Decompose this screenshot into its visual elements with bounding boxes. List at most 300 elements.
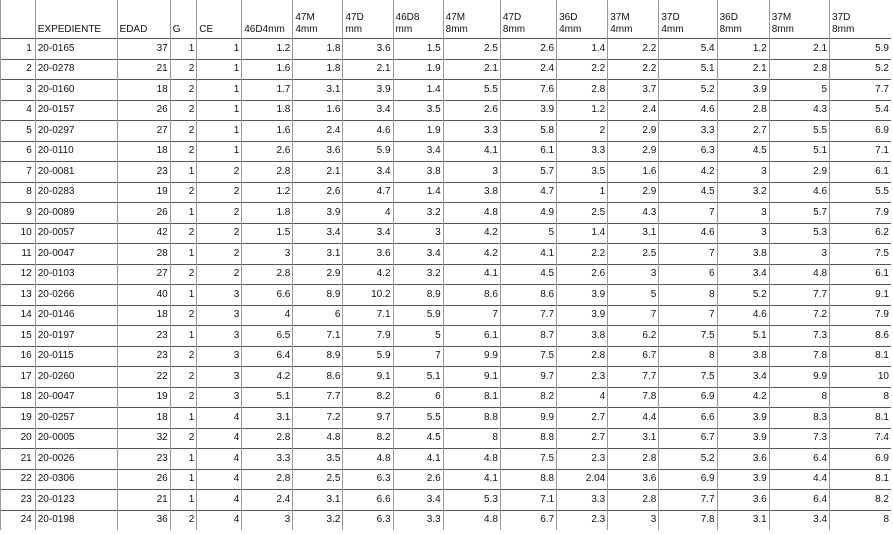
table-cell: 7 bbox=[608, 305, 659, 326]
table-cell: 2.1 bbox=[343, 59, 393, 80]
table-cell: 8.6 bbox=[443, 285, 500, 306]
table-cell: 5.2 bbox=[830, 59, 891, 80]
table-cell: 2.1 bbox=[769, 39, 829, 60]
table-cell: 3.6 bbox=[293, 141, 343, 162]
table-cell: 32 bbox=[117, 428, 170, 449]
table-cell: 5.9 bbox=[393, 305, 443, 326]
table-cell: 3.3 bbox=[659, 121, 717, 142]
table-cell: 3.9 bbox=[717, 80, 769, 101]
table-cell: 5.5 bbox=[393, 408, 443, 429]
table-row bbox=[1, 449, 892, 470]
row-number: 23 bbox=[1, 490, 36, 511]
table-cell: 2.3 bbox=[557, 367, 608, 388]
table-cell: 4.3 bbox=[769, 100, 829, 121]
table-cell: 1.6 bbox=[242, 59, 293, 80]
table-cell: 4.6 bbox=[659, 223, 717, 244]
table-cell: 7.1 bbox=[830, 141, 891, 162]
table-cell: 7 bbox=[393, 346, 443, 367]
table-cell: 2 bbox=[170, 305, 197, 326]
table-cell: 3 bbox=[608, 264, 659, 285]
table-cell: 1 bbox=[557, 182, 608, 203]
table-cell: 1 bbox=[197, 100, 242, 121]
table-row bbox=[1, 203, 892, 224]
table-cell: 1 bbox=[170, 469, 197, 490]
table-cell: 2.8 bbox=[557, 80, 608, 101]
table-cell: 4.4 bbox=[769, 469, 829, 490]
column-header-label: 8mm bbox=[771, 24, 794, 35]
table-cell: 1.6 bbox=[242, 121, 293, 142]
table-cell: 2.2 bbox=[557, 59, 608, 80]
table-cell: 3 bbox=[197, 305, 242, 326]
table-cell: 1 bbox=[197, 80, 242, 101]
row-number: 22 bbox=[1, 469, 36, 490]
row-number: 6 bbox=[1, 141, 36, 162]
table-cell: 5.2 bbox=[659, 449, 717, 470]
table-cell: 3.4 bbox=[343, 223, 393, 244]
table-cell: 2.4 bbox=[608, 100, 659, 121]
table-cell: 6.3 bbox=[659, 141, 717, 162]
table-cell: 4.5 bbox=[500, 264, 556, 285]
table-cell: 9.1 bbox=[343, 367, 393, 388]
table-cell: 18 bbox=[117, 80, 170, 101]
table-cell: 2.6 bbox=[242, 141, 293, 162]
table-cell: 8.3 bbox=[769, 408, 829, 429]
table-cell: 2 bbox=[197, 264, 242, 285]
table-cell: 1.9 bbox=[393, 59, 443, 80]
table-row bbox=[1, 490, 892, 511]
table-cell: 3.9 bbox=[717, 469, 769, 490]
table-cell: 4 bbox=[197, 408, 242, 429]
table-cell: 1.8 bbox=[242, 100, 293, 121]
table-cell: 7.2 bbox=[293, 408, 343, 429]
table-cell: 2.3 bbox=[557, 510, 608, 530]
column-header-label: 4mm bbox=[295, 24, 318, 35]
table-cell: 2.8 bbox=[557, 346, 608, 367]
table-row bbox=[1, 162, 892, 183]
table-cell: 42 bbox=[117, 223, 170, 244]
table-cell: 6.1 bbox=[500, 141, 556, 162]
table-cell: 7.9 bbox=[830, 305, 891, 326]
table-cell: 7.2 bbox=[769, 305, 829, 326]
table-cell: 3 bbox=[717, 162, 769, 183]
table-row bbox=[1, 100, 892, 121]
table-cell: 8.9 bbox=[393, 285, 443, 306]
table-cell: 2 bbox=[170, 141, 197, 162]
table-cell: 5.1 bbox=[769, 141, 829, 162]
table-cell: 26 bbox=[117, 203, 170, 224]
table-cell: 27 bbox=[117, 264, 170, 285]
table-cell: 1.9 bbox=[393, 121, 443, 142]
table-row bbox=[1, 510, 892, 530]
table-cell: 2.7 bbox=[717, 121, 769, 142]
table-cell: 1 bbox=[170, 244, 197, 265]
column-header-label: 37D bbox=[661, 12, 680, 23]
column-header-label: 37M bbox=[610, 12, 630, 23]
table-cell: 5.2 bbox=[659, 80, 717, 101]
table-cell: 4.8 bbox=[293, 428, 343, 449]
table-cell: 7.6 bbox=[500, 80, 556, 101]
table-cell: 2.9 bbox=[608, 182, 659, 203]
table-cell: 7.1 bbox=[293, 326, 343, 347]
table-cell: 4.8 bbox=[443, 203, 500, 224]
column-header-label: 8mm bbox=[832, 24, 855, 35]
table-row bbox=[1, 182, 892, 203]
table-cell: 2.3 bbox=[557, 449, 608, 470]
table-cell: 2 bbox=[170, 121, 197, 142]
table-cell: 2 bbox=[170, 80, 197, 101]
table-cell: 8.9 bbox=[293, 346, 343, 367]
table-cell: 1.2 bbox=[242, 182, 293, 203]
table-cell: 5.9 bbox=[830, 39, 891, 60]
expediente-cell: 20-0266 bbox=[35, 285, 117, 306]
table-cell: 6 bbox=[393, 387, 443, 408]
table-cell: 8 bbox=[830, 387, 891, 408]
table-cell: 7.5 bbox=[659, 326, 717, 347]
column-header-label: 46D8 bbox=[395, 12, 420, 23]
row-number: 1 bbox=[1, 39, 36, 60]
table-cell: 2.9 bbox=[608, 141, 659, 162]
table-cell: 3 bbox=[608, 510, 659, 530]
table-cell: 4 bbox=[197, 490, 242, 511]
table-cell: 1 bbox=[197, 59, 242, 80]
table-row bbox=[1, 59, 892, 80]
table-cell: 21 bbox=[117, 490, 170, 511]
table-cell: 7 bbox=[659, 244, 717, 265]
table-cell: 3.1 bbox=[293, 490, 343, 511]
table-cell: 3.5 bbox=[293, 449, 343, 470]
table-cell: 4.8 bbox=[769, 264, 829, 285]
table-cell: 18 bbox=[117, 305, 170, 326]
table-cell: 26 bbox=[117, 100, 170, 121]
table-cell: 7.5 bbox=[659, 367, 717, 388]
table-cell: 6.6 bbox=[659, 408, 717, 429]
table-cell: 5.1 bbox=[717, 326, 769, 347]
table-cell: 2 bbox=[197, 244, 242, 265]
table-cell: 7 bbox=[659, 305, 717, 326]
table-cell: 4.6 bbox=[343, 121, 393, 142]
table-cell: 3.9 bbox=[500, 100, 556, 121]
table-row bbox=[1, 387, 892, 408]
table-cell: 19 bbox=[117, 387, 170, 408]
table-cell: 3 bbox=[197, 285, 242, 306]
table-row bbox=[1, 223, 892, 244]
table-cell: 2.5 bbox=[443, 39, 500, 60]
table-cell: 18 bbox=[117, 408, 170, 429]
table-cell: 7.7 bbox=[830, 80, 891, 101]
table-cell: 2 bbox=[170, 367, 197, 388]
table-cell: 6.3 bbox=[343, 510, 393, 530]
table-cell: 3.1 bbox=[608, 428, 659, 449]
table-cell: 6 bbox=[659, 264, 717, 285]
table-cell: 2.8 bbox=[608, 490, 659, 511]
table-cell: 9.9 bbox=[769, 367, 829, 388]
table-cell: 3.2 bbox=[393, 264, 443, 285]
row-number: 15 bbox=[1, 326, 36, 347]
table-cell: 6.1 bbox=[830, 264, 891, 285]
table-cell: 4.4 bbox=[608, 408, 659, 429]
table-cell: 5 bbox=[608, 285, 659, 306]
table-cell: 4.1 bbox=[500, 244, 556, 265]
row-number: 5 bbox=[1, 121, 36, 142]
table-cell: 3.8 bbox=[557, 326, 608, 347]
table-cell: 2.5 bbox=[293, 469, 343, 490]
table-cell: 4.3 bbox=[608, 203, 659, 224]
table-cell: 7.8 bbox=[659, 510, 717, 530]
table-cell: 6.6 bbox=[343, 490, 393, 511]
column-header-label: 4mm bbox=[559, 24, 582, 35]
table-cell: 3.1 bbox=[293, 80, 343, 101]
table-row bbox=[1, 121, 892, 142]
table-cell: 8 bbox=[659, 346, 717, 367]
table-cell: 3.4 bbox=[717, 367, 769, 388]
table-cell: 3.9 bbox=[557, 305, 608, 326]
table-cell: 3.3 bbox=[443, 121, 500, 142]
table-cell: 3 bbox=[717, 223, 769, 244]
table-cell: 2.7 bbox=[557, 408, 608, 429]
header-row bbox=[1, 0, 892, 39]
table-row bbox=[1, 39, 892, 60]
table-cell: 2.8 bbox=[242, 469, 293, 490]
table-cell: 4.5 bbox=[393, 428, 443, 449]
table-cell: 8.1 bbox=[443, 387, 500, 408]
table-cell: 8.2 bbox=[343, 428, 393, 449]
table-cell: 3.8 bbox=[393, 162, 443, 183]
expediente-cell: 20-0306 bbox=[35, 469, 117, 490]
table-cell: 5.3 bbox=[443, 490, 500, 511]
table-cell: 4.2 bbox=[242, 367, 293, 388]
column-header bbox=[197, 0, 242, 39]
column-header-label: 8mm bbox=[445, 24, 468, 35]
table-cell: 8 bbox=[659, 285, 717, 306]
table-cell: 3.4 bbox=[393, 244, 443, 265]
table-cell: 3.3 bbox=[557, 141, 608, 162]
table-cell: 22 bbox=[117, 367, 170, 388]
table-cell: 4.6 bbox=[769, 182, 829, 203]
table-cell: 6.9 bbox=[830, 449, 891, 470]
table-cell: 10.2 bbox=[343, 285, 393, 306]
table-cell: 1.8 bbox=[242, 203, 293, 224]
table-cell: 6.9 bbox=[659, 387, 717, 408]
column-header bbox=[500, 0, 556, 39]
table-cell: 9.9 bbox=[500, 408, 556, 429]
table-cell: 2.04 bbox=[557, 469, 608, 490]
table-cell: 6.2 bbox=[830, 223, 891, 244]
table-cell: 2.2 bbox=[608, 39, 659, 60]
table-cell: 10 bbox=[830, 367, 891, 388]
table-cell: 3.6 bbox=[343, 244, 393, 265]
table-cell: 3.6 bbox=[343, 39, 393, 60]
table-cell: 4.1 bbox=[443, 469, 500, 490]
table-cell: 2.8 bbox=[242, 264, 293, 285]
expediente-cell: 20-0123 bbox=[35, 490, 117, 511]
table-cell: 4 bbox=[557, 387, 608, 408]
table-cell: 7.1 bbox=[500, 490, 556, 511]
table-cell: 3.6 bbox=[717, 449, 769, 470]
table-cell: 7.9 bbox=[343, 326, 393, 347]
column-header bbox=[608, 0, 659, 39]
table-cell: 6.9 bbox=[659, 469, 717, 490]
table-cell: 1.4 bbox=[557, 39, 608, 60]
column-header-label: 4mm bbox=[610, 24, 633, 35]
table-cell: 2 bbox=[170, 100, 197, 121]
row-number: 19 bbox=[1, 408, 36, 429]
table-row bbox=[1, 367, 892, 388]
expediente-cell: 20-0081 bbox=[35, 162, 117, 183]
column-header-label: 36D bbox=[559, 12, 578, 23]
table-cell: 3.9 bbox=[717, 428, 769, 449]
row-number: 9 bbox=[1, 203, 36, 224]
column-header-label: 37M bbox=[771, 12, 792, 23]
table-cell: 6.4 bbox=[769, 490, 829, 511]
column-header-label: 47D bbox=[345, 12, 364, 23]
table-cell: 37 bbox=[117, 39, 170, 60]
table-cell: 9.9 bbox=[443, 346, 500, 367]
table-cell: 2 bbox=[197, 162, 242, 183]
table-cell: 3 bbox=[443, 162, 500, 183]
table-cell: 7 bbox=[443, 305, 500, 326]
table-cell: 3.8 bbox=[717, 244, 769, 265]
table-cell: 8.2 bbox=[343, 387, 393, 408]
table-cell: 7.7 bbox=[769, 285, 829, 306]
table-cell: 2 bbox=[170, 428, 197, 449]
table-row bbox=[1, 305, 892, 326]
table-cell: 5.7 bbox=[500, 162, 556, 183]
table-cell: 3.9 bbox=[717, 408, 769, 429]
table-cell: 2.1 bbox=[443, 59, 500, 80]
table-cell: 6.7 bbox=[659, 428, 717, 449]
table-cell: 4.1 bbox=[393, 449, 443, 470]
column-header bbox=[659, 0, 717, 39]
table-cell: 3.4 bbox=[393, 141, 443, 162]
expediente-cell: 20-0157 bbox=[35, 100, 117, 121]
table-cell: 2.6 bbox=[443, 100, 500, 121]
table-cell: 21 bbox=[117, 59, 170, 80]
table-cell: 3.1 bbox=[242, 408, 293, 429]
row-number: 21 bbox=[1, 449, 36, 470]
table-cell: 9.1 bbox=[443, 367, 500, 388]
table-cell: 5.1 bbox=[659, 59, 717, 80]
table-cell: 1.2 bbox=[557, 100, 608, 121]
table-cell: 3.9 bbox=[343, 80, 393, 101]
table-cell: 4 bbox=[197, 510, 242, 530]
table-cell: 3.4 bbox=[393, 490, 443, 511]
table-cell: 26 bbox=[117, 469, 170, 490]
table-cell: 3.4 bbox=[769, 510, 829, 530]
table-cell: 5.9 bbox=[343, 141, 393, 162]
expediente-cell: 20-0026 bbox=[35, 449, 117, 470]
table-cell: 3.9 bbox=[293, 203, 343, 224]
table-cell: 6.4 bbox=[769, 449, 829, 470]
table-cell: 1 bbox=[170, 285, 197, 306]
table-cell: 8.8 bbox=[443, 408, 500, 429]
row-number: 24 bbox=[1, 510, 36, 530]
table-cell: 2.6 bbox=[500, 39, 556, 60]
table-cell: 2.8 bbox=[769, 59, 829, 80]
table-row bbox=[1, 326, 892, 347]
table-cell: 3 bbox=[717, 203, 769, 224]
table-cell: 4.9 bbox=[500, 203, 556, 224]
table-cell: 8.6 bbox=[830, 326, 891, 347]
table-cell: 3.2 bbox=[293, 510, 343, 530]
column-header-label: 47M bbox=[445, 12, 466, 23]
expediente-cell: 20-0160 bbox=[35, 80, 117, 101]
column-header bbox=[293, 0, 343, 39]
table-cell: 2.7 bbox=[557, 428, 608, 449]
table-cell: 5.1 bbox=[393, 367, 443, 388]
table-cell: 1.6 bbox=[293, 100, 343, 121]
table-cell: 19 bbox=[117, 182, 170, 203]
table-cell: 4 bbox=[197, 428, 242, 449]
column-header bbox=[717, 0, 769, 39]
table-cell: 3.4 bbox=[293, 223, 343, 244]
table-cell: 8.1 bbox=[830, 469, 891, 490]
table-cell: 1.8 bbox=[293, 39, 343, 60]
table-cell: 8.6 bbox=[500, 285, 556, 306]
table-cell: 2.4 bbox=[242, 490, 293, 511]
table-cell: 1.4 bbox=[393, 182, 443, 203]
table-cell: 6.6 bbox=[242, 285, 293, 306]
table-cell: 3.5 bbox=[557, 162, 608, 183]
table-cell: 4 bbox=[197, 449, 242, 470]
column-header bbox=[35, 0, 117, 39]
column-header bbox=[443, 0, 500, 39]
table-cell: 4 bbox=[343, 203, 393, 224]
table-row bbox=[1, 408, 892, 429]
table-cell: 8.6 bbox=[293, 367, 343, 388]
table-cell: 2.9 bbox=[608, 121, 659, 142]
table-cell: 6.7 bbox=[608, 346, 659, 367]
table-cell: 3.1 bbox=[293, 244, 343, 265]
table-cell: 1.5 bbox=[242, 223, 293, 244]
table-cell: 3.4 bbox=[343, 162, 393, 183]
table-cell: 23 bbox=[117, 346, 170, 367]
table-cell: 5.2 bbox=[717, 285, 769, 306]
row-number: 17 bbox=[1, 367, 36, 388]
table-cell: 2 bbox=[197, 203, 242, 224]
column-header-label: EXPEDIENTE bbox=[37, 24, 102, 35]
column-header-label: mm bbox=[345, 24, 363, 35]
table-cell: 2.8 bbox=[242, 162, 293, 183]
expediente-cell: 20-0165 bbox=[35, 39, 117, 60]
table-cell: 3.6 bbox=[608, 469, 659, 490]
table-cell: 7.7 bbox=[500, 305, 556, 326]
table-cell: 9.1 bbox=[830, 285, 891, 306]
column-header bbox=[769, 0, 829, 39]
row-number: 13 bbox=[1, 285, 36, 306]
table-cell: 1.8 bbox=[293, 59, 343, 80]
table-cell: 5 bbox=[500, 223, 556, 244]
table-cell: 4 bbox=[197, 469, 242, 490]
expediente-cell: 20-0260 bbox=[35, 367, 117, 388]
table-cell: 1 bbox=[170, 203, 197, 224]
table-row bbox=[1, 80, 892, 101]
table-cell: 2 bbox=[170, 387, 197, 408]
table-cell: 2 bbox=[170, 264, 197, 285]
column-header bbox=[117, 0, 170, 39]
table-cell: 4.5 bbox=[659, 182, 717, 203]
row-number: 3 bbox=[1, 80, 36, 101]
table-row bbox=[1, 469, 892, 490]
table-row bbox=[1, 264, 892, 285]
table-cell: 7 bbox=[659, 203, 717, 224]
table-cell: 27 bbox=[117, 121, 170, 142]
table-cell: 2.6 bbox=[393, 469, 443, 490]
table-cell: 1 bbox=[170, 162, 197, 183]
table-cell: 2 bbox=[170, 346, 197, 367]
table-cell: 3.3 bbox=[242, 449, 293, 470]
table-cell: 1 bbox=[197, 121, 242, 142]
table-cell: 18 bbox=[117, 141, 170, 162]
